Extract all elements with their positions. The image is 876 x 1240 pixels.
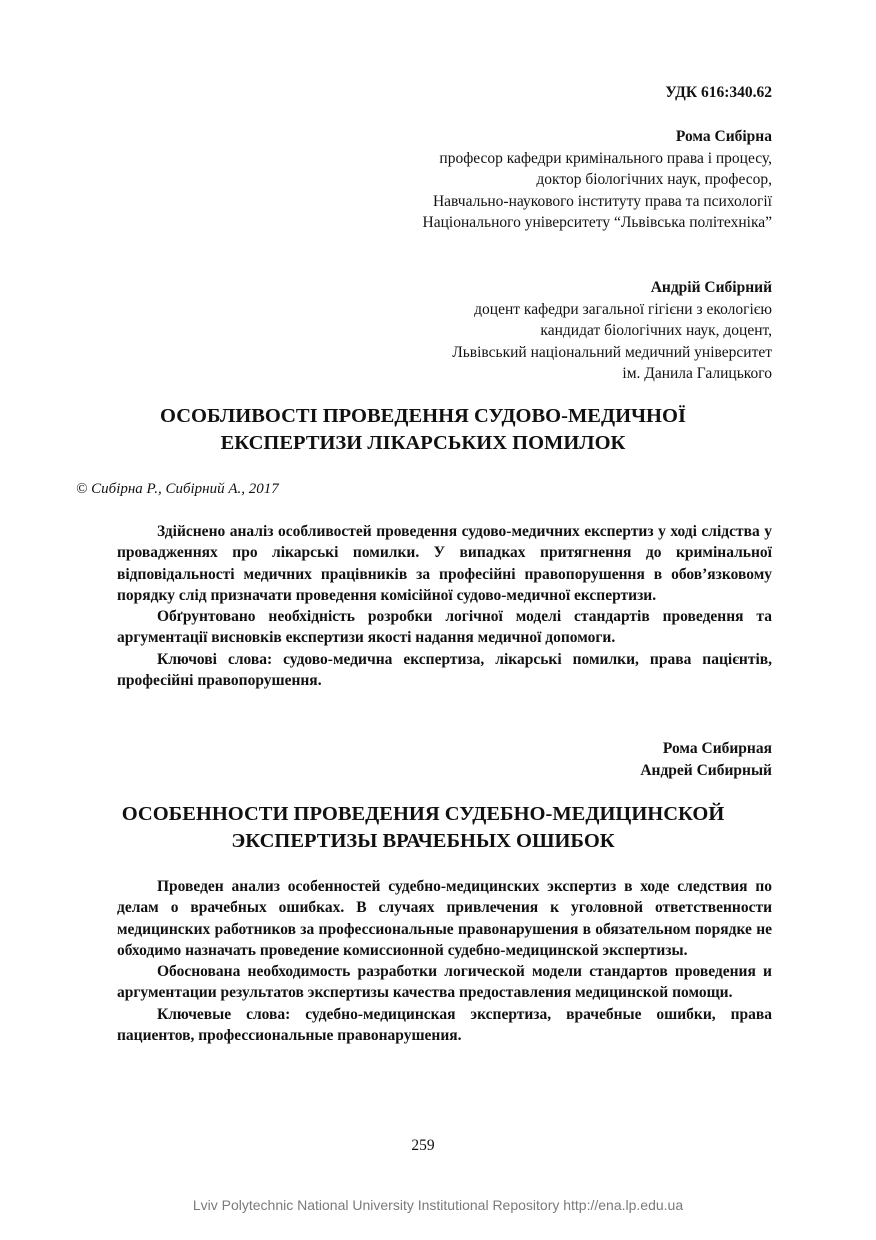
abstract-uk-paragraph: Здійснено аналіз особливостей проведення судово-медичних експертиз у ході слідства у провадженнях про лікарські помилки. У випадках притягнення до кримінальної відповідальності медичних працівників за професійні правопорушення в обов’язковому порядку слід призначати проведення комісійної судово-медичної експертизи. [117, 523, 772, 604]
title-uk-line: ЕКСПЕРТИЗИ ЛІКАРСЬКИХ ПОМИЛОК [220, 432, 626, 454]
authors-ru [640, 738, 772, 782]
author-1-affiliation-line: Навчально-наукового інституту права та психології [432, 192, 772, 210]
title-ru-line: ЭКСПЕРТИЗЫ ВРАЧЕБНЫХ ОШИБОК [231, 830, 615, 852]
author-2-name: Андрій Сибірний [650, 279, 772, 296]
author-ru-name: Андрей Сибирный [640, 762, 772, 779]
author-1-affiliation-line: Національного університету “Львівська політехніка” [422, 214, 772, 231]
author-ru-name: Рома Сибирная [662, 740, 772, 757]
author-1-affiliation-line: професор кафедри кримінального права і процесу, [439, 149, 772, 167]
keywords-ru: Ключевые слова: судебно-медицинская экспертиза, врачебные ошибки, права пациентов, профессиональные правонарушения. [117, 1005, 772, 1045]
copyright-notice: © Сибірна Р., Сибірний А., 2017 [76, 481, 279, 497]
author-1-affiliation-line: доктор біологічних наук, професор, [536, 171, 772, 188]
abstract-ru [117, 876, 772, 1046]
author-2-affiliation-line: доцент кафедри загальної гігієни з екологією [474, 300, 772, 318]
author-1-block [423, 126, 772, 234]
title-uk-line: ОСОБЛИВОСТІ ПРОВЕДЕННЯ СУДОВО-МЕДИЧНОЇ [160, 405, 686, 427]
repository-footer: Lviv Polytechnic National University Institutional Repository http://ena.lp.edu.ua [192, 1197, 684, 1213]
article-title-uk [0, 403, 846, 457]
keywords-uk: Ключові слова: судово-медична експертиза, лікарські помилки, права пацієнтів, професійні правопорушення. [117, 650, 772, 690]
abstract-ru-paragraph: Обоснована необходимость разработки логической модели стандартов проведения и аргументации результатов экспертизы качества предоставления медицинской помощи. [117, 963, 772, 1002]
author-2-block [452, 277, 772, 385]
author-2-affiliation-line: ім. Данила Галицького [622, 365, 772, 382]
udk-code: УДК 616:340.62 [665, 84, 772, 101]
abstract-uk-paragraph: Обґрунтовано необхідність розробки логічної моделі стандартів проведення та аргументації висновків експертизи якості надання медичної допомоги. [117, 608, 772, 647]
page-number: 259 [411, 1137, 435, 1154]
author-2-affiliation-line: Львівський національний медичний університет [452, 343, 772, 361]
abstract-uk [117, 521, 772, 691]
author-2-affiliation-line: кандидат біологічних наук, доцент, [540, 322, 772, 339]
author-1-name: Рома Сибірна [675, 128, 772, 145]
abstract-ru-paragraph: Проведен анализ особенностей судебно-медицинских экспертиз в ходе следствия по делам о врачебных ошибках. В случаях привлечения к уголовной ответственности медицинских работников за профессиональные правонарушения в обязательном порядке не обходимо назначать проведение комиссионной судебно-медицинской экспертизы. [117, 878, 772, 959]
article-title-ru [0, 801, 846, 855]
title-ru-line: ОСОБЕННОСТИ ПРОВЕДЕНИЯ СУДЕБНО-МЕДИЦИНСКОЙ [121, 803, 725, 825]
